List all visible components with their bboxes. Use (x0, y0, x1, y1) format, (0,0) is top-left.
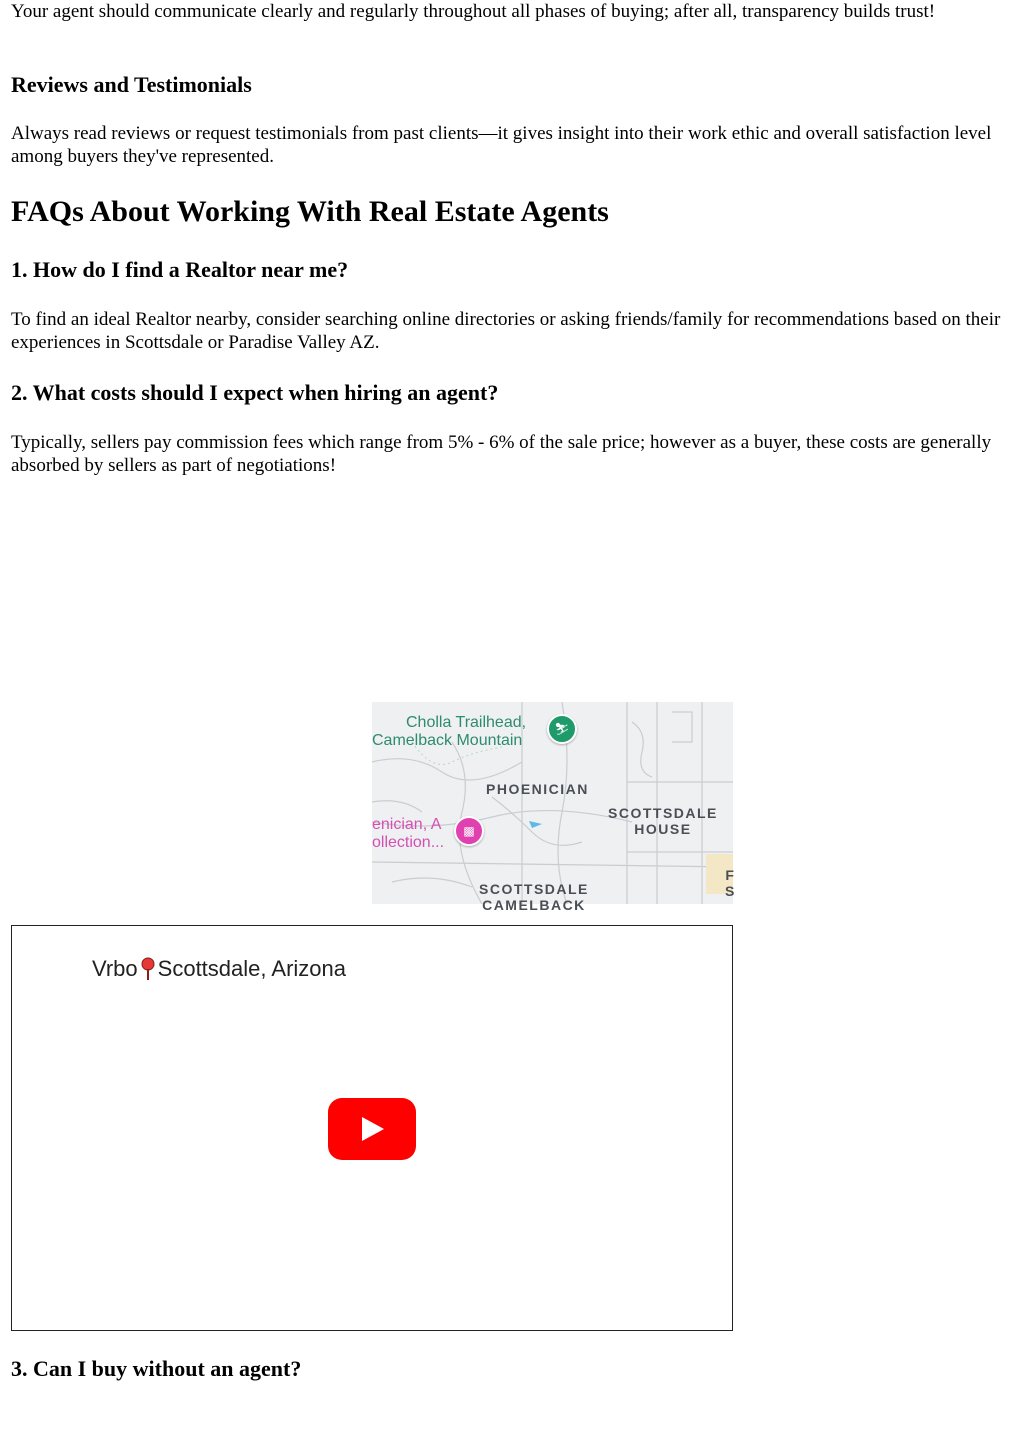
reviews-heading: Reviews and Testimonials (11, 72, 252, 97)
play-icon (362, 1117, 384, 1141)
hotel-pin-icon[interactable]: ▩ (454, 816, 484, 846)
trailhead-label-line2: Camelback Mountain (372, 732, 523, 749)
faq-answer-2: Typically, sellers pay commission fees which range from 5% - 6% of the sale price; however as a buyer, these costs are generally absorbed by sellers as part of negotiations! (11, 432, 992, 476)
hotel-label[interactable]: enician, A ollection... (372, 816, 445, 851)
intro-paragraph: Your agent should communicate clearly and regularly throughout all phases of buying; after all, transparency builds trust! (11, 1, 936, 22)
embedded-map[interactable] (372, 702, 736, 913)
scottsdale-camelback-label: SCOTTSDALE CAMELBACK (479, 881, 589, 913)
map-pin-icon (140, 957, 156, 981)
faq-question-2: 2. What costs should I expect when hiring an agent? (11, 380, 499, 405)
trailhead-label[interactable]: Cholla Trailhead, (406, 714, 527, 731)
scottsdale-house-label: SCOTTSDALE HOUSE (608, 805, 718, 837)
video-title-brand: Vrbo (92, 956, 138, 981)
faq-question-3: 3. Can I buy without an agent? (11, 1356, 302, 1381)
faq-answer-1: To find an ideal Realtor nearby, consider searching online directories or asking friends/family for recommendations based on their experiences in Scottsdale or Paradise Valley AZ. (11, 309, 1001, 353)
reviews-paragraph: Always read reviews or request testimonials from past clients—it gives insight into their work ethic and overall satisfaction level among buyers they've represented. (11, 123, 992, 167)
video-embed[interactable] (11, 925, 733, 1331)
play-button[interactable] (328, 1098, 416, 1160)
faq-heading: FAQs About Working With Real Estate Agents (11, 195, 609, 228)
video-title[interactable] (92, 956, 346, 982)
video-title-location: Scottsdale, Arizona (157, 956, 346, 981)
hiking-pin-icon[interactable]: ⛷ (547, 714, 577, 744)
phoenician-label: PHOENICIAN (486, 781, 589, 797)
faq-question-1: 1. How do I find a Realtor near me? (11, 257, 349, 282)
map-edge-label: F S (725, 867, 736, 899)
